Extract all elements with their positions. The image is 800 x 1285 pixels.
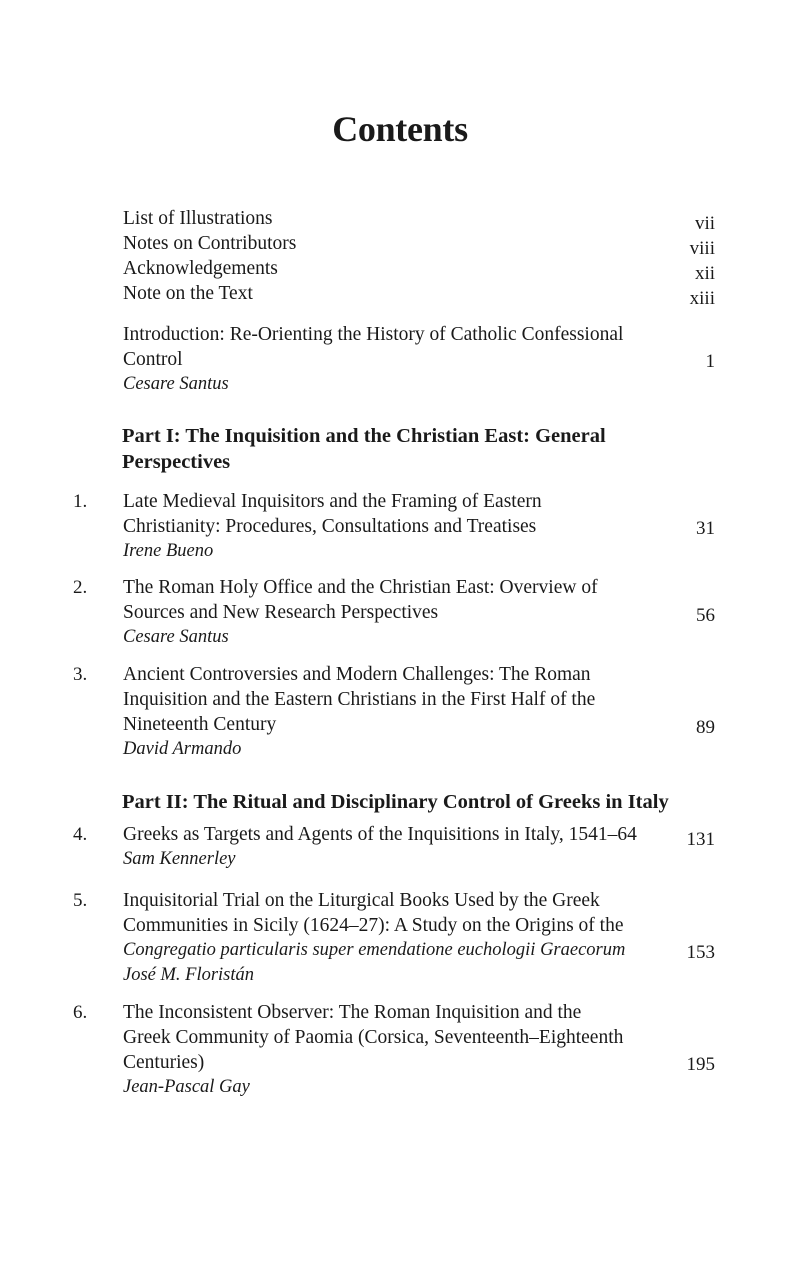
toc-page-number: xiii bbox=[689, 288, 715, 309]
chapter-number: 5. bbox=[73, 890, 88, 911]
entry-title-line: Communities in Sicily (1624–27): A Study on the Origins of the bbox=[123, 915, 624, 936]
toc-page-number: vii bbox=[694, 213, 715, 234]
entry-title-line: The Roman Holy Office and the Christian East: Overview of bbox=[123, 577, 598, 598]
entry-title-line: The Inconsistent Observer: The Roman Inquisition and the bbox=[123, 1002, 582, 1023]
entry-title-line: Introduction: Re-Orienting the History of Catholic Confessional bbox=[123, 324, 624, 345]
entry-title-line: Late Medieval Inquisitors and the Framing of Eastern bbox=[123, 491, 542, 512]
toc-entry-introduction[interactable] bbox=[123, 322, 683, 396]
entry-title-line: Inquisitorial Trial on the Liturgical Books Used by the Greek bbox=[123, 890, 600, 911]
part-heading-line: Part II: The Ritual and Disciplinary Control of Greeks in Italy bbox=[122, 791, 669, 813]
toc-entry-list-of-illustrations[interactable]: List of Illustrations bbox=[123, 208, 273, 229]
toc-entry-chapter-3[interactable] bbox=[123, 662, 683, 761]
entry-title-line: Inquisition and the Eastern Christians in the First Half of the bbox=[123, 689, 596, 710]
toc-page-number: 153 bbox=[686, 942, 715, 963]
toc-page-number: 131 bbox=[686, 829, 715, 850]
toc-page-number: viii bbox=[689, 238, 715, 259]
entry-title-line: Sources and New Research Perspectives bbox=[123, 602, 439, 623]
entry-author: Sam Kennerley bbox=[123, 849, 236, 869]
toc-page-number: xii bbox=[694, 263, 715, 284]
entry-title-line: Greek Community of Paomia (Corsica, Seventeenth–Eighteenth bbox=[123, 1027, 624, 1048]
entry-title-line: Greeks as Targets and Agents of the Inquisitions in Italy, 1541–64 bbox=[123, 824, 637, 845]
entry-title-line: Centuries) bbox=[123, 1052, 205, 1073]
entry-author: Cesare Santus bbox=[123, 374, 229, 394]
chapter-number: 6. bbox=[73, 1002, 88, 1023]
toc-entry-notes-on-contributors[interactable]: Notes on Contributors bbox=[123, 233, 297, 254]
toc-entry-chapter-1[interactable] bbox=[123, 489, 683, 563]
chapter-number: 1. bbox=[73, 491, 88, 512]
toc-entry-chapter-2[interactable] bbox=[123, 575, 683, 649]
chapter-number: 3. bbox=[73, 664, 88, 685]
toc-entry-chapter-4[interactable] bbox=[123, 822, 683, 871]
entry-title-line: Control bbox=[123, 349, 183, 370]
entry-author: Jean-Pascal Gay bbox=[123, 1077, 250, 1097]
toc-entry-acknowledgements[interactable]: Acknowledgements bbox=[123, 258, 278, 279]
entry-author: David Armando bbox=[123, 739, 242, 759]
toc-entry-note-on-the-text[interactable]: Note on the Text bbox=[123, 283, 253, 304]
entry-title-line: Ancient Controversies and Modern Challenges: The Roman bbox=[123, 664, 591, 685]
toc-page-number: 195 bbox=[686, 1054, 715, 1075]
entry-author: Cesare Santus bbox=[123, 627, 229, 647]
part-heading-line: Part I: The Inquisition and the Christian East: General bbox=[122, 425, 606, 447]
part-heading bbox=[122, 789, 722, 815]
entry-author: José M. Floristán bbox=[123, 965, 255, 985]
toc-page-number: 1 bbox=[705, 351, 715, 372]
entry-title-line: Nineteenth Century bbox=[123, 714, 277, 735]
toc-page-number: 56 bbox=[696, 605, 715, 626]
toc-entry-chapter-6[interactable] bbox=[123, 1000, 693, 1099]
chapter-number: 4. bbox=[73, 824, 88, 845]
toc-page-number: 31 bbox=[696, 518, 715, 539]
toc-page-number: 89 bbox=[696, 717, 715, 738]
chapter-number: 2. bbox=[73, 577, 88, 598]
entry-title-italic-line: Congregatio particularis super emendatione euchologii Graecorum bbox=[123, 940, 626, 960]
part-heading bbox=[122, 423, 722, 475]
entry-title-line: Christianity: Procedures, Consultations and Treatises bbox=[123, 516, 537, 537]
page-title: Contents bbox=[332, 109, 468, 149]
part-heading-line: Perspectives bbox=[122, 451, 231, 473]
toc-entry-chapter-5[interactable] bbox=[123, 888, 693, 987]
entry-author: Irene Bueno bbox=[123, 541, 214, 561]
